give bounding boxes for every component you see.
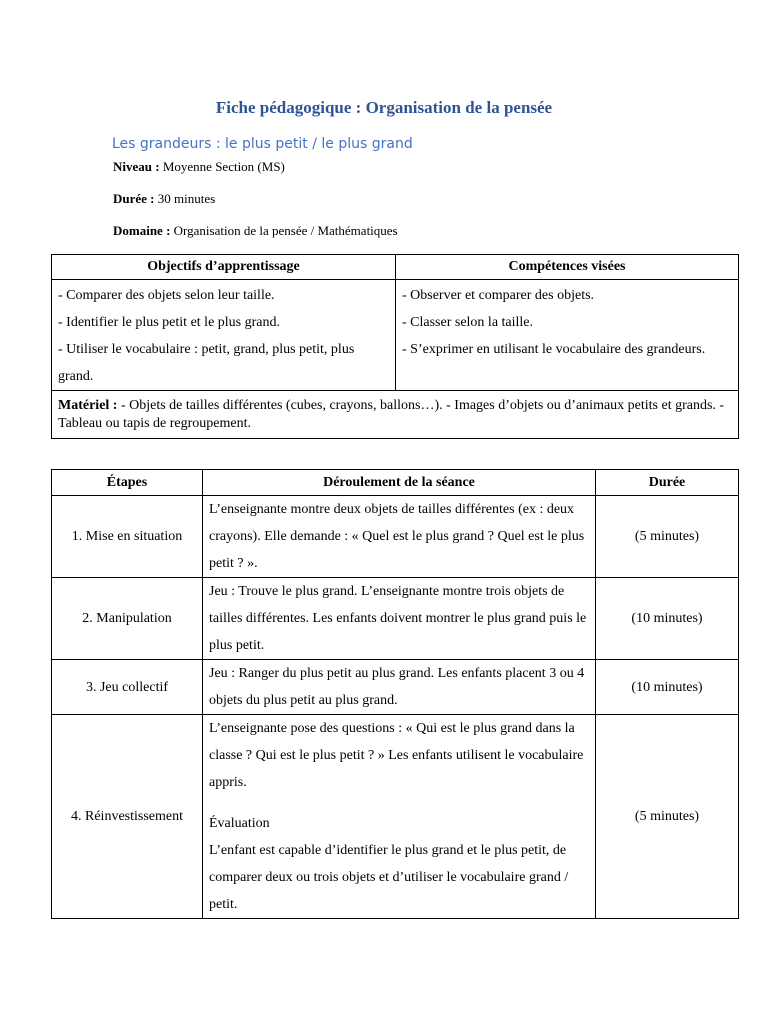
lesson-subtitle: Les grandeurs : le plus petit / le plus grand [112, 136, 413, 152]
duration-cell: (5 minutes) [596, 496, 739, 578]
domaine-line [113, 223, 398, 239]
table-header-row [52, 470, 739, 496]
duree-line [113, 191, 215, 207]
evaluation-title: Évaluation [209, 816, 270, 831]
table-row [52, 578, 739, 660]
table-row [52, 660, 739, 715]
description-text: L’enseignante pose des questions : « Qui est le plus grand dans la classe ? Qui est le plus petit ? » Les enfants utilisent le vocabulaire appris. [209, 721, 584, 790]
domaine-label: Domaine : [113, 223, 171, 238]
description-cell: Jeu : Ranger du plus petit au plus grand. Les enfants placent 3 ou 4 objets du plus petit au plus grand. [203, 660, 596, 715]
duree-label: Durée : [113, 191, 155, 206]
stage-cell: 4. Réinvestissement [52, 715, 203, 919]
header-etapes: Étapes [52, 470, 203, 496]
table-header-row [52, 255, 739, 280]
description-cell: L’enseignante montre deux objets de tailles différentes (ex : deux crayons). Elle demande : « Quel est le plus grand ? Quel est le plus petit ? ». [203, 496, 596, 578]
list-item: - Classer selon la taille. [402, 315, 534, 330]
steps-table [51, 469, 739, 919]
table-row [52, 280, 739, 391]
table-row [52, 715, 739, 919]
list-item: - Comparer des objets selon leur taille. [58, 288, 275, 303]
objectifs-cell [52, 280, 396, 391]
list-item: - Identifier le plus petit et le plus grand. [58, 315, 280, 330]
materiel-label: Matériel : [58, 398, 118, 413]
list-item: - Observer et comparer des objets. [402, 288, 595, 303]
niveau-value: Moyenne Section (MS) [159, 159, 285, 174]
header-duree: Durée [596, 470, 739, 496]
header-competences: Compétences visées [396, 255, 739, 280]
description-cell: Jeu : Trouve le plus grand. L’enseignante montre trois objets de tailles différentes. Les enfants doivent montrer le plus grand puis le plus petit. [203, 578, 596, 660]
header-deroulement: Déroulement de la séance [203, 470, 596, 496]
domaine-value: Organisation de la pensée / Mathématiques [170, 223, 398, 238]
materiel-text: - Objets de tailles différentes (cubes, crayons, ballons…). - Images d’objets ou d’animaux petits et grands. - Tableau ou tapis de regroupement. [58, 398, 725, 431]
page-title: Fiche pédagogique : Organisation de la pensée [215, 98, 553, 117]
niveau-label: Niveau : [113, 159, 160, 174]
stage-cell: 3. Jeu collectif [52, 660, 203, 715]
duration-cell: (10 minutes) [596, 578, 739, 660]
stage-cell: 1. Mise en situation [52, 496, 203, 578]
niveau-line [113, 159, 285, 175]
duree-value: 30 minutes [154, 191, 216, 206]
duration-cell: (5 minutes) [596, 715, 739, 919]
description-cell [203, 715, 596, 919]
materiel-cell [52, 391, 739, 439]
duration-cell: (10 minutes) [596, 660, 739, 715]
table-row [52, 496, 739, 578]
competences-cell [396, 280, 739, 391]
list-item: - S’exprimer en utilisant le vocabulaire des grandeurs. [402, 342, 706, 357]
evaluation-text: L’enfant est capable d’identifier le plus grand et le plus petit, de comparer deux ou trois objets et d’utiliser le vocabulaire grand / petit. [209, 843, 569, 912]
objectives-table [51, 254, 739, 439]
stage-cell: 2. Manipulation [52, 578, 203, 660]
table-row [52, 391, 739, 439]
header-objectifs: Objectifs d’apprentissage [52, 255, 396, 280]
list-item: - Utiliser le vocabulaire : petit, grand, plus petit, plus grand. [58, 342, 355, 384]
spacer [209, 796, 589, 810]
